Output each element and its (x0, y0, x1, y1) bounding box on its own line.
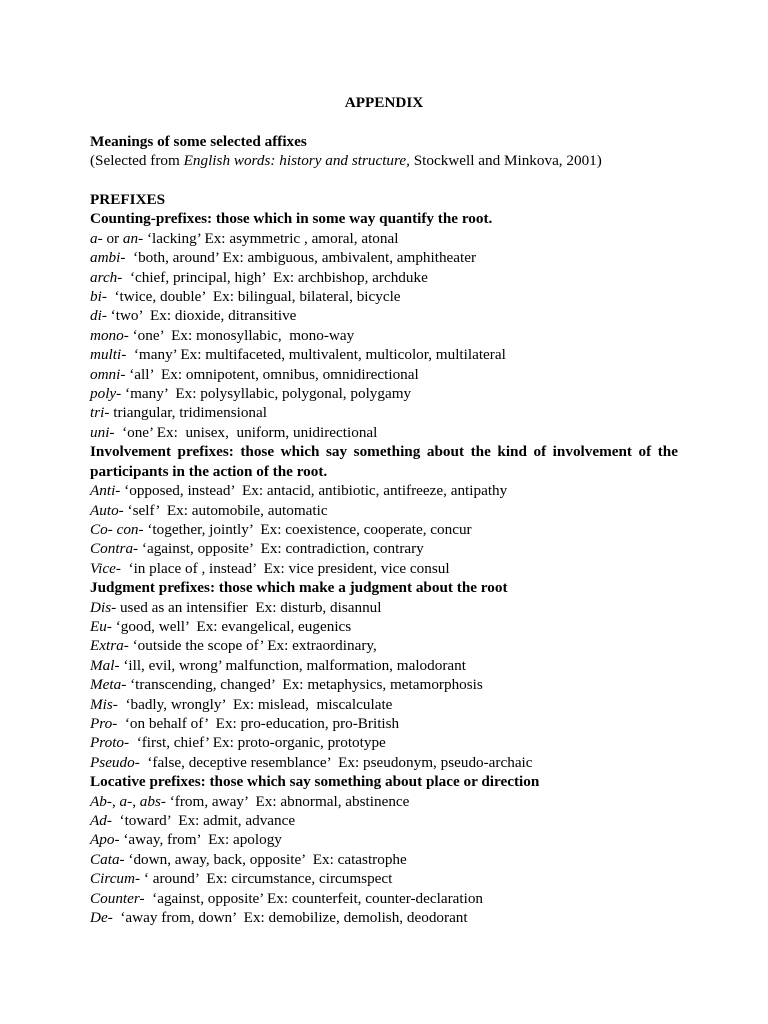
prefix-term: a- (90, 229, 103, 247)
prefix-definition: ‘twice, double’ Ex: bilingual, bilateral, bicycle (106, 288, 401, 306)
prefix-definition: triangular, tridimensional (109, 404, 267, 422)
prefix-entry (90, 675, 678, 694)
prefix-entry (90, 559, 678, 578)
prefix-term: Contra- (90, 540, 139, 558)
prefix-definition: ‘against, opposite’ Ex: contradiction, contrary (138, 540, 424, 558)
prefix-sections (90, 209, 678, 927)
prefix-term: Apo- (90, 831, 120, 849)
prefix-definition: ‘together, jointly’ Ex: coexistence, cooperate, concur (143, 520, 472, 538)
prefix-term: Dis- (90, 598, 117, 616)
prefix-definition: ‘ill, evil, wrong’ malfunction, malformation, malodorant (119, 656, 466, 674)
prefix-definition: ‘many’ Ex: polysyllabic, polygonal, polygamy (121, 385, 412, 403)
prefix-entry (90, 695, 678, 714)
prefix-term: Vice- (90, 559, 121, 577)
prefix-definition: ‘two’ Ex: dioxide, ditransitive (106, 307, 297, 325)
prefix-definition: ‘opposed, instead’ Ex: antacid, antibiotic, antifreeze, antipathy (120, 482, 508, 500)
prefix-definition: ‘toward’ Ex: admit, advance (111, 812, 296, 829)
prefix-definition: ‘transcending, changed’ Ex: metaphysics, metamorphosis (126, 676, 483, 694)
prefix-definition: ‘ around’ Ex: circumstance, circumspect (140, 870, 393, 888)
prefix-entry (90, 908, 678, 927)
prefix-term: omni- (90, 365, 126, 383)
prefix-entry (90, 636, 678, 655)
prefix-term: Proto- (90, 734, 130, 752)
prefix-term: Mis- (90, 695, 118, 713)
prefix-entry (90, 753, 678, 772)
prefix-definition: ‘away, from’ Ex: apology (119, 831, 282, 849)
page-title: APPENDIX (344, 94, 424, 111)
prefix-term: abs- (139, 792, 166, 810)
prefix-entry (90, 539, 678, 558)
prefix-definition: ‘one’ Ex: unisex, uniform, unidirectional (114, 423, 378, 441)
category-heading: Counting-prefixes: those which in some way quantify the root. (90, 210, 493, 228)
prefix-term: Meta- (90, 676, 127, 694)
prefix-definition: ‘all’ Ex: omnipotent, omnibus, omnidirectional (125, 365, 419, 383)
prefix-entry (90, 869, 678, 888)
prefix-definition: ‘away from, down’ Ex: demobilize, demolish, deodorant (112, 909, 468, 927)
prefix-definition: ‘down, away, back, opposite’ Ex: catastrophe (124, 850, 407, 868)
prefix-term: ambi- (90, 249, 126, 267)
prefix-term: uni- (90, 423, 115, 441)
prefixes-heading: PREFIXES (90, 191, 166, 208)
source-prefix: (Selected from (90, 152, 184, 170)
prefix-definition: , (132, 792, 140, 810)
prefix-term: arch- (90, 268, 123, 286)
document-body (90, 93, 678, 927)
prefix-entry (90, 326, 678, 345)
prefix-entry (90, 248, 678, 267)
spacer (90, 171, 678, 190)
section-heading: Meanings of some selected affixes (90, 132, 307, 150)
prefix-definition: ‘in place of , instead’ Ex: vice president, vice consul (120, 559, 450, 577)
category-heading: Judgment prefixes: those which make a judgment about the root (90, 579, 508, 597)
prefix-term: tri- (90, 404, 110, 422)
prefix-term: Co- con- (90, 520, 144, 538)
prefix-entry (90, 811, 678, 830)
prefix-entry (90, 403, 678, 422)
prefix-term: De- (90, 909, 113, 927)
prefix-term: Ad- (90, 812, 112, 829)
prefix-entry (90, 229, 678, 248)
prefix-entry (90, 830, 678, 849)
prefix-definition: ‘against, opposite’ Ex: counterfeit, counter-declaration (144, 889, 484, 907)
category-heading: Involvement prefixes: those which say something about the kind of involvement of the participants in the action of the root. (90, 443, 678, 480)
prefix-term: an- (122, 229, 144, 247)
prefix-entry (90, 889, 678, 908)
prefix-term: Auto- (90, 501, 124, 519)
prefix-term: Eu- (90, 617, 112, 635)
prefix-entry (90, 792, 678, 811)
prefix-entry (90, 365, 678, 384)
prefix-term: Cata- (90, 850, 125, 868)
prefix-definition: ‘badly, wrongly’ Ex: mislead, miscalculate (117, 695, 393, 713)
prefix-definition: ‘self’ Ex: automobile, automatic (123, 501, 328, 519)
prefix-entry (90, 306, 678, 325)
prefix-entry (90, 850, 678, 869)
prefix-definition: used as an intensifier Ex: disturb, disannul (116, 598, 382, 616)
prefix-term: Anti- (90, 482, 121, 500)
prefix-definition: ‘false, deceptive resemblance’ Ex: pseudonym, pseudo-archaic (139, 753, 533, 771)
prefix-term: di- (90, 307, 107, 325)
prefix-term: Counter- (90, 889, 145, 907)
prefix-term: multi- (90, 346, 127, 364)
source-citation (90, 151, 678, 170)
prefix-definition: or (102, 229, 123, 247)
prefix-term: bi- (90, 288, 107, 306)
prefix-term: Pseudo- (90, 753, 140, 771)
prefix-term: Extra- (90, 637, 129, 655)
source-book-title: English words: history and structure, (183, 152, 410, 170)
prefix-entry (90, 501, 678, 520)
prefix-entry (90, 423, 678, 442)
prefix-entry (90, 714, 678, 733)
prefix-definition: ‘chief, principal, high’ Ex: archbishop, archduke (122, 268, 428, 286)
prefix-entry (90, 598, 678, 617)
prefix-definition: ‘lacking’ Ex: asymmetric , amoral, atonal (143, 229, 399, 247)
category-heading: Locative prefixes: those which say something about place or direction (90, 773, 540, 791)
prefix-definition: ‘from, away’ Ex: abnormal, abstinence (165, 792, 410, 810)
prefix-definition: ‘good, well’ Ex: evangelical, eugenics (111, 617, 352, 635)
prefix-entry (90, 520, 678, 539)
prefix-term: poly- (90, 385, 122, 403)
prefix-term: mono- (90, 326, 129, 344)
prefix-term: a- (119, 792, 133, 810)
prefix-term: Pro- (90, 714, 118, 732)
prefix-definition: , (111, 792, 120, 810)
prefix-entry (90, 617, 678, 636)
prefix-definition: ‘one’ Ex: monosyllabic, mono-way (128, 326, 355, 344)
prefix-term: Ab- (90, 792, 112, 810)
prefix-definition: ‘on behalf of’ Ex: pro-education, pro-British (117, 714, 400, 732)
prefix-definition: ‘many’ Ex: multifaceted, multivalent, multicolor, multilateral (126, 346, 506, 364)
prefix-entry (90, 287, 678, 306)
prefix-definition: ‘first, chief’ Ex: proto-organic, prototype (129, 734, 386, 752)
prefix-definition: ‘outside the scope of’ Ex: extraordinary, (128, 637, 377, 655)
prefix-definition: ‘both, around’ Ex: ambiguous, ambivalent, amphitheater (125, 249, 477, 267)
prefix-term: Mal- (90, 656, 120, 674)
prefix-entry (90, 268, 678, 287)
prefix-entry (90, 384, 678, 403)
prefix-entry (90, 345, 678, 364)
prefix-entry (90, 481, 678, 500)
prefix-entry (90, 733, 678, 752)
prefix-entry (90, 656, 678, 675)
source-suffix: Stockwell and Minkova, 2001) (409, 152, 602, 170)
prefix-term: Circum- (90, 870, 141, 888)
